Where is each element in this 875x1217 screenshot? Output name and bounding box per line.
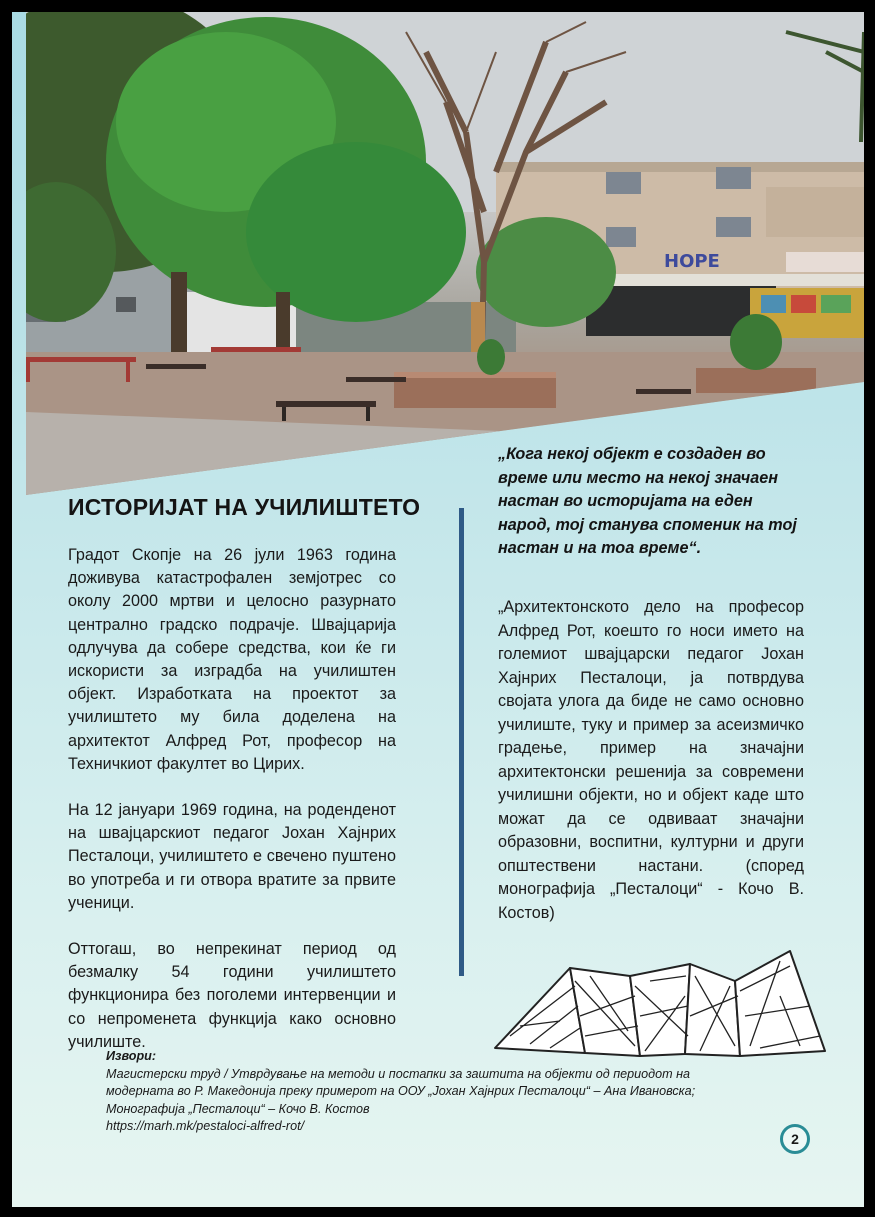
column-divider	[459, 508, 464, 976]
sources	[106, 1048, 746, 1136]
source-item: Монографија „Песталоци“ – Кочо В. Костов	[106, 1101, 370, 1116]
paragraph: „Архитектонското дело на професор Алфред Рот, коешто го носи името на големиот швајцарски педагог Јохан Хајнрих Песталоци, ја потврдува својата улога да биде не само основно училиште, туку и пример за асеизмичко градење, пример на значајни архитектонски решенија за современи училишни објекти, но и објект каде што можат да се одвиваат значајни образовни, воспитни, културни и други општествени настани. (според монографија „Песталоци“ - Кочо В. Костов)	[498, 598, 804, 922]
page	[12, 12, 864, 1207]
source-link[interactable]: https://marh.mk/pestaloci-alfred-rot/	[106, 1119, 305, 1133]
graffiti-text: HOPE	[664, 251, 720, 272]
sources-heading: Извори:	[106, 1049, 157, 1063]
paragraph: На 12 јануари 1969 година, на роденденот на швајцарскиот педагог Јохан Хајнрих Песталоци, училиштето е свечено пуштено во употреба и ги отвора вратите за првите ученици.	[68, 801, 396, 912]
source-item: Магистерски труд / Утврдување на методи и постапки за заштита на објекти од периодот на модерната во Р. Македонија преку примерот на ООУ „Јохан Хајнрих Песталоци“ – Ана Ивановска;	[106, 1066, 696, 1098]
quote: „Кога некој објект е создаден во време или место на некој значаен настан во историјата на еден народ, тој станува споменик на тој настан и на тоа време“.	[498, 445, 797, 557]
page-title: ИСТОРИЈАТ НА УЧИЛИШТЕТО	[68, 494, 421, 520]
page-number: 2	[780, 1124, 810, 1154]
school-photo-illustration	[26, 12, 864, 495]
history-text	[68, 544, 396, 1077]
architecture-text	[498, 596, 804, 925]
folded-map-icon	[490, 936, 830, 1061]
paragraph: Градот Скопје на 26 јули 1963 година доживува катастрофален земјотрес со околу 2000 мртви и целосно разурнато централно градско подрачје. Швајцарија одлучува да собере средства, кои ќе ги искористи за изградба на училиштен објект. Изработката на проектот за училиштето му била доделена на архитектот Алфред Рот, професор на Техничкиот факултет во Цирих.	[68, 546, 396, 773]
paragraph: Оттогаш, во непрекинат период од безмалку 54 години училиштето функционира без поголеми интервенции и со непроменета функција како основно училиште.	[68, 940, 396, 1051]
school-photo	[26, 12, 864, 495]
